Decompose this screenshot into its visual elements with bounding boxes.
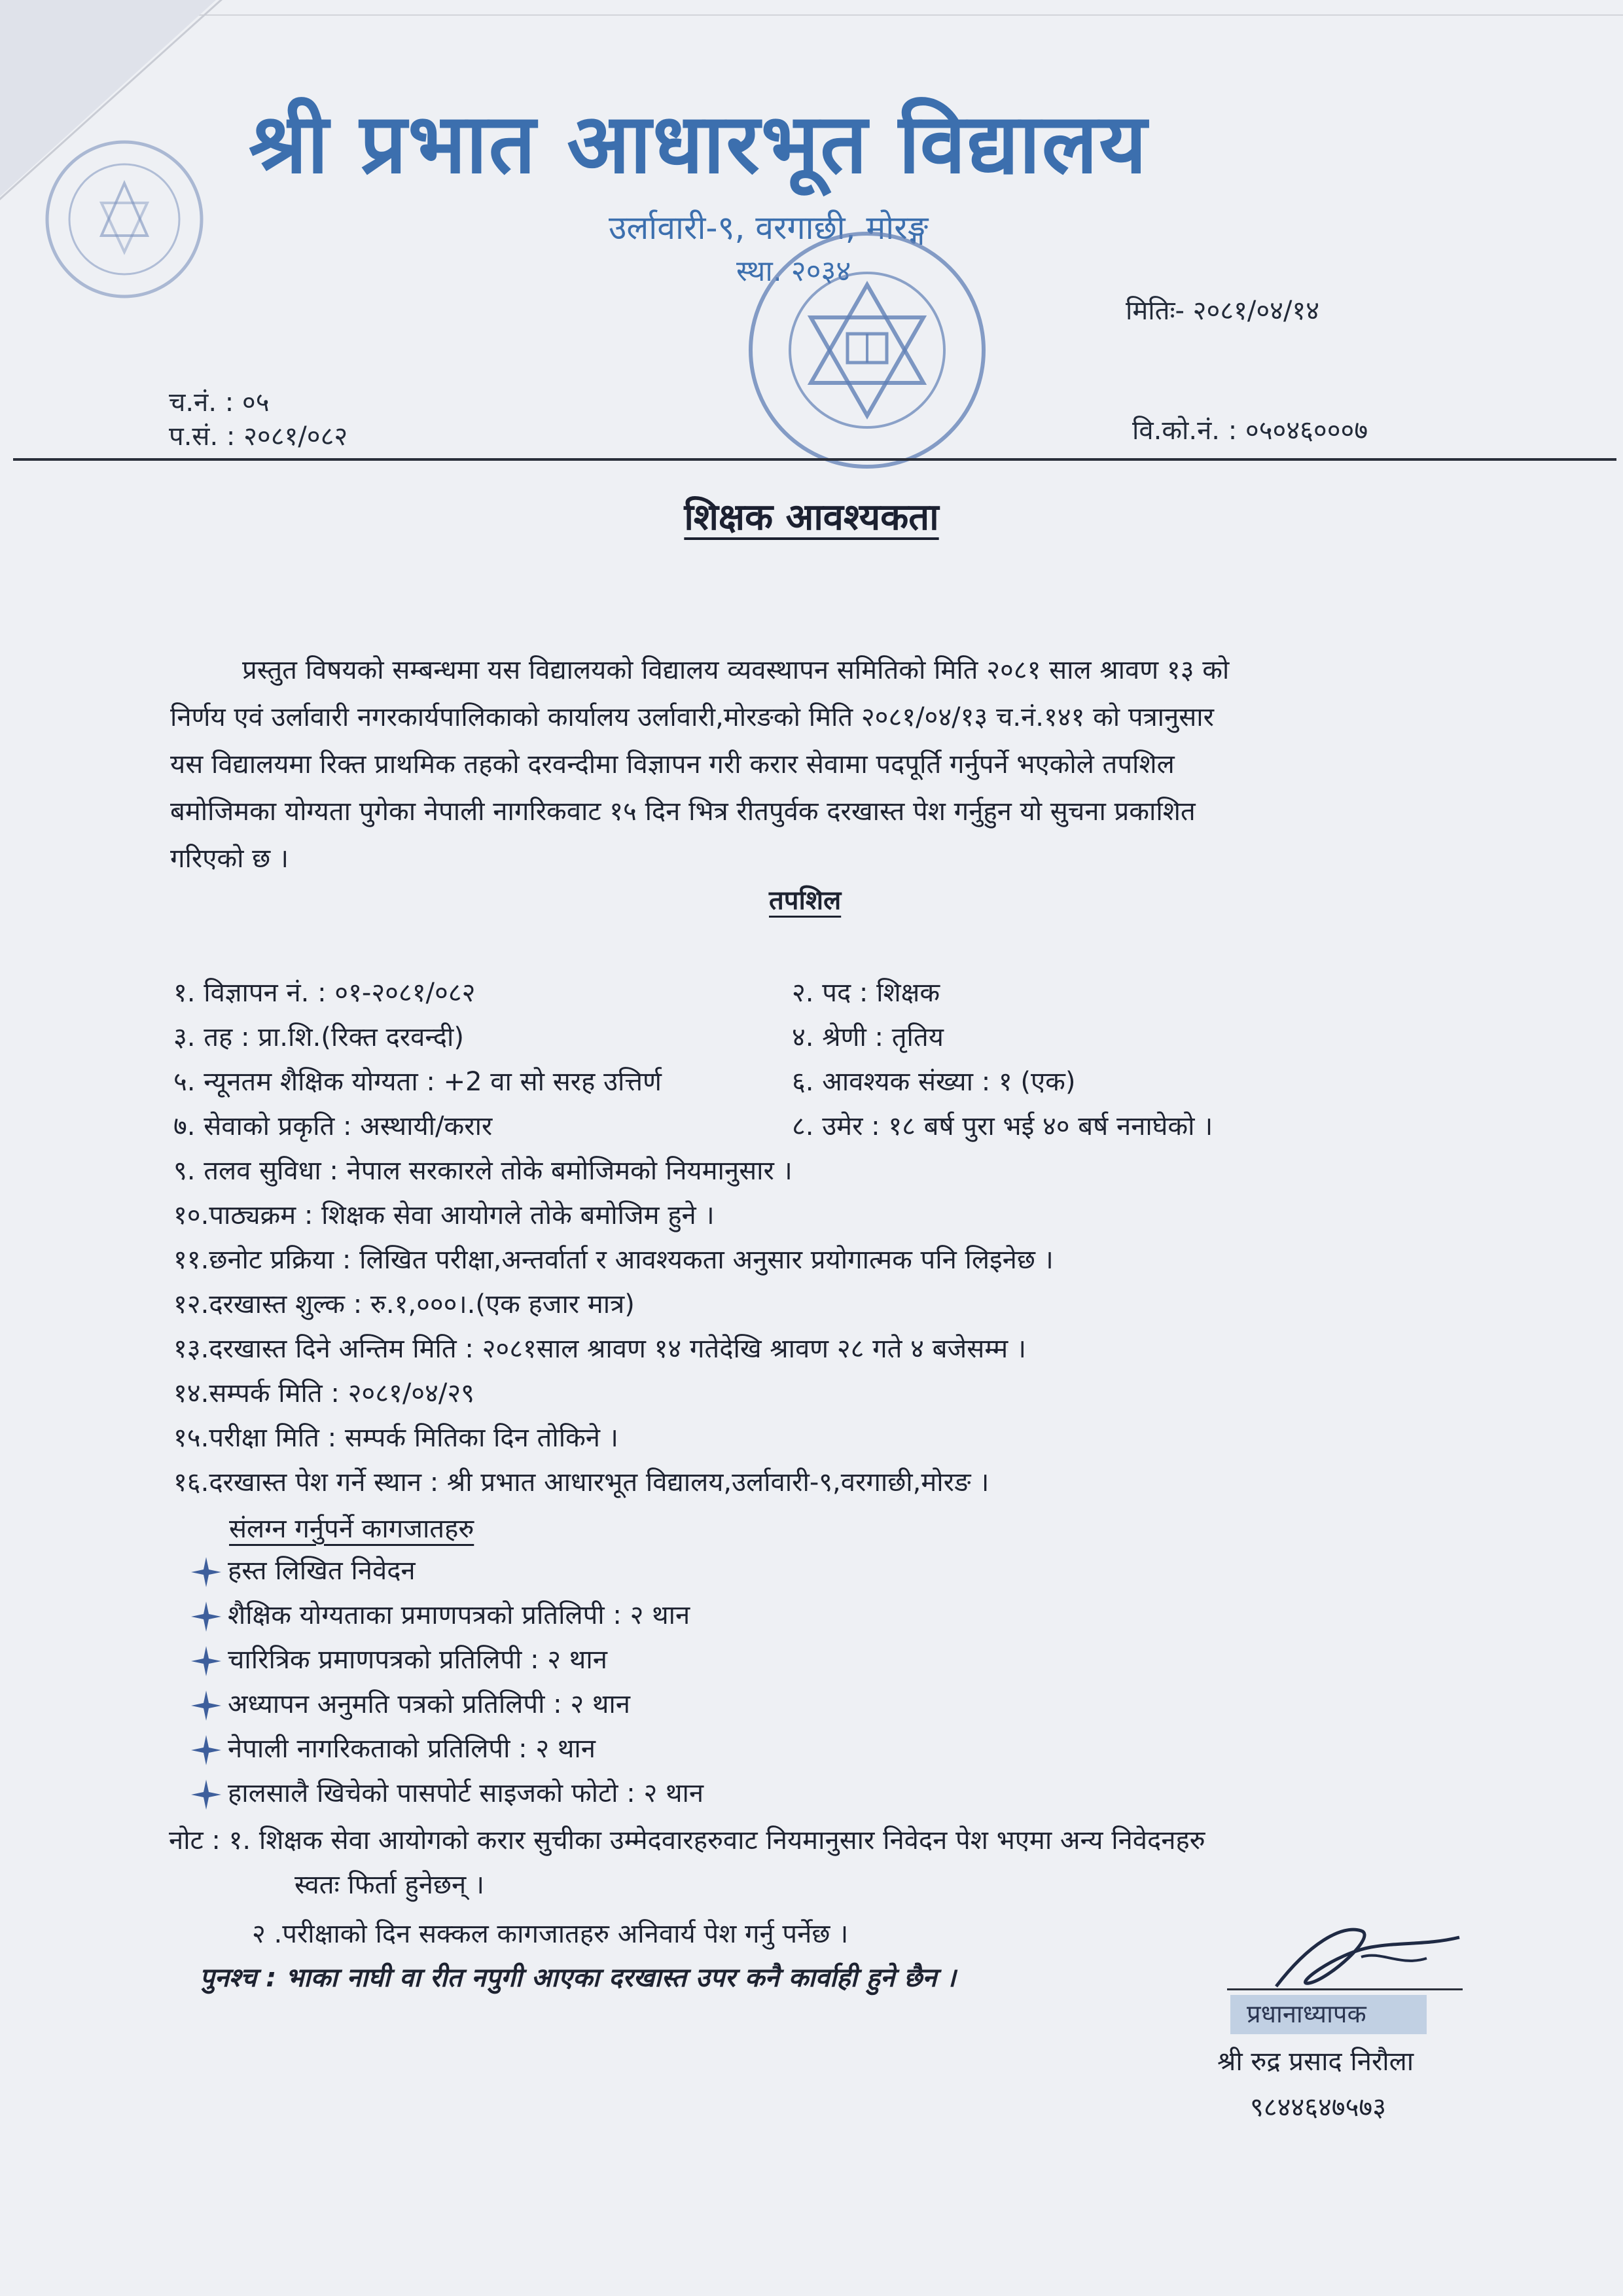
detail-item: ११.छनोट प्रक्रिया : लिखित परीक्षा,अन्तर्वार्ता र आवश्यकता अनुसार प्रयोगात्मक पनि लिइनेछ । — [173, 1245, 1054, 1275]
attachment-item — [190, 1774, 704, 1811]
signatory-phone: ९८४४६४७५७३ — [1250, 2092, 1386, 2123]
signatory-name: श्री रुद्र प्रसाद निरौला — [1217, 2047, 1414, 2077]
issue-date: मितिः- २०८१/०४/१४ — [1126, 296, 1320, 326]
intro-paragraph — [170, 647, 1446, 882]
four-point-star-icon — [190, 1689, 223, 1722]
detail-item: ५. न्यूनतम शैक्षिक योग्यता : +2 वा सो सरह उत्तिर्ण — [173, 1067, 662, 1097]
intro-line: बमोजिमका योग्यता पुगेका नेपाली नागरिकवाट १५ दिन भित्र रीतपुर्वक दरखास्त पेश गर्नुहुन यो सुचना प्रकाशित — [170, 797, 1196, 827]
intro-line: निर्णय एवं उर्लावारी नगरकार्यपालिकाको कार्यालय उर्लावारी,मोरङको मिति २०८१/०४/१३ च.नं.१४१ को पत्रानुसार — [170, 702, 1215, 732]
school-address: उर्लावारी-९, वरगाछी, मोरङ्ग — [609, 209, 929, 247]
four-point-star-icon — [190, 1600, 223, 1633]
detail-item: ३. तह : प्रा.शि.(रिक्त दरवन्दी) — [173, 1022, 464, 1052]
attachment-item — [190, 1596, 690, 1633]
detail-item: ७. सेवाको प्रकृति : अस्थायी/करार — [173, 1111, 493, 1141]
attachments-heading: संलग्न गर्नुपर्ने कागजातहरु — [229, 1514, 474, 1544]
detail-item: १०.पाठ्यक्रम : शिक्षक सेवा आयोगले तोके बमोजिम हुने । — [173, 1200, 715, 1230]
attachment-item — [190, 1685, 630, 1722]
attachment-label: नेपाली नागरिकताको प्रतिलिपी : २ थान — [228, 1734, 596, 1764]
detail-item: १२.दरखास्त शुल्क : रु.१,०००।.(एक हजार मात्र) — [173, 1289, 635, 1319]
four-point-star-icon — [190, 1556, 223, 1588]
detail-item: १. विज्ञापन नं. : ०१-२०८१/०८२ — [173, 978, 476, 1008]
intro-line: यस विद्यालयमा रिक्त प्राथमिक तहको दरवन्दीमा विज्ञापन गरी करार सेवामा पदपूर्ति गर्नुपर्ने भएकोले तपशिल — [170, 749, 1175, 780]
attachment-label: हालसालै खिचेको पासपोर्ट साइजको फोटो : २ थान — [228, 1778, 704, 1808]
fiscal-year: प.सं. : २०८१/०८२ — [169, 422, 348, 452]
attachment-label: चारित्रिक प्रमाणपत्रको प्रतिलिपी : २ थान — [228, 1645, 607, 1675]
reference-number: च.नं. : ०५ — [169, 387, 270, 418]
note-line: नोट : १. शिक्षक सेवा आयोगको करार सुचीका उम्मेदवारहरुवाट नियमानुसार निवेदन पेश भएमा अन्य निवेदनहरु — [169, 1825, 1205, 1856]
attachment-label: हस्त लिखित निवेदन — [228, 1556, 416, 1586]
page-top-edge — [0, 14, 1623, 16]
header-divider — [13, 458, 1616, 461]
detail-item: ६. आवश्यक संख्या : १ (एक) — [792, 1067, 1076, 1097]
detail-item: २. पद : शिक्षक — [792, 978, 940, 1008]
note-line: २ .परीक्षाको दिन सक्कल कागजातहरु अनिवार्य पेश गर्नु पर्नेछ । — [252, 1919, 849, 1949]
detail-item: १३.दरखास्त दिने अन्तिम मिति : २०८१साल श्रावण १४ गतेदेखि श्रावण २८ गते ४ बजेसम्म । — [173, 1334, 1026, 1364]
signature-line — [1227, 1988, 1463, 1990]
detail-item: ८. उमेर : १८ बर्ष पुरा भई ४० बर्ष ननाघेको । — [792, 1111, 1213, 1141]
school-name: श्री प्रभात आधारभूत विद्यालय — [249, 96, 1149, 192]
attachment-label: अध्यापन अनुमति पत्रको प्रतिलिपी : २ थान — [228, 1689, 630, 1719]
detail-item: ९. तलव सुविधा : नेपाल सरकारले तोके बमोजिमको नियमानुसार । — [173, 1156, 793, 1186]
intro-line: प्रस्तुत विषयको सम्बन्धमा यस विद्यालयको विद्यालय व्यवस्थापन समितिको मिति २०८१ साल श्रावण १३ को — [242, 655, 1230, 685]
four-point-star-icon — [190, 1778, 223, 1811]
detail-item: १५.परीक्षा मिति : सम्पर्क मितिका दिन तोकिने । — [173, 1423, 618, 1453]
four-point-star-icon — [190, 1734, 223, 1767]
detail-item: १६.दरखास्त पेश गर्ने स्थान : श्री प्रभात आधारभूत विद्यालय,उर्लावारी-९,वरगाछी,मोरङ । — [173, 1467, 990, 1498]
attachment-item — [190, 1551, 416, 1588]
four-point-star-icon — [190, 1645, 223, 1677]
attachment-item — [190, 1729, 596, 1767]
established-year: स्था. २०३४ — [736, 255, 851, 288]
school-code: वि.को.नं. : ०५०४६०००७ — [1132, 416, 1368, 446]
detail-item: १४.सम्पर्क मिति : २०८१/०४/२९ — [173, 1378, 474, 1408]
note-line: स्वतः फिर्ता हुनेछन् । — [294, 1870, 485, 1900]
signature-icon — [1230, 1918, 1466, 1996]
postscript: पुनश्च : भाका नाघी वा रीत नपुगी आएका दरखास्त उपर कनै कार्वाही हुने छैन । — [200, 1963, 956, 1993]
notice-heading: शिक्षक आवश्यकता — [684, 496, 939, 539]
details-heading: तपशिल — [769, 886, 842, 916]
attachment-item — [190, 1640, 607, 1677]
signatory-title: प्रधानाध्यापक — [1247, 2000, 1366, 2028]
left-stamp-seal-icon — [39, 124, 209, 314]
school-seal-icon — [743, 226, 991, 475]
attachment-label: शैक्षिक योग्यताका प्रमाणपत्रको प्रतिलिपी : २ थान — [228, 1600, 690, 1630]
intro-line: गरिएको छ । — [170, 844, 289, 874]
detail-item: ४. श्रेणी : तृतिय — [792, 1022, 944, 1052]
